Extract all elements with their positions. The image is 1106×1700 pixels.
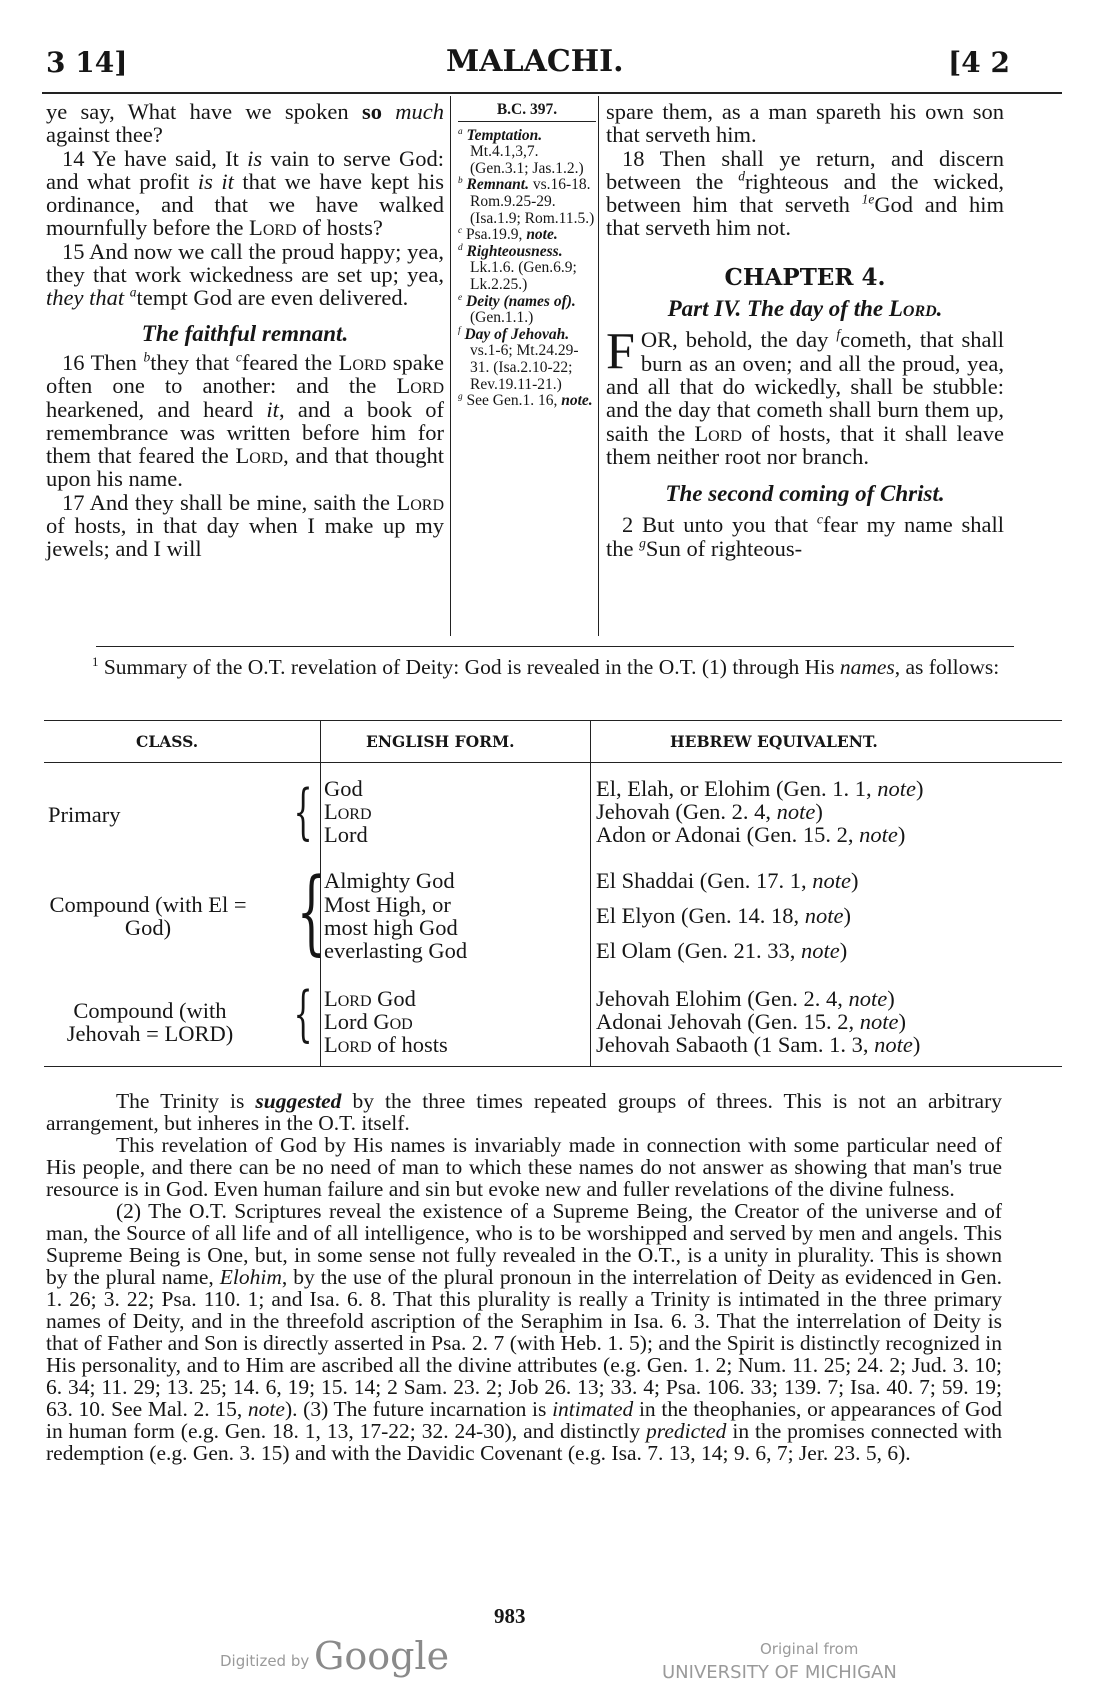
- middle-reference-column: [458, 102, 596, 410]
- subheading-second-coming: The second coming of Christ.: [665, 481, 945, 507]
- english-lord-caps: Lord: [324, 799, 372, 824]
- verse-14: 14 Ye have said, It is vain to serve God: and what profit is it that we have kept his ordinance, and that we have walked mournfully before the Lord of hosts?: [46, 145, 444, 241]
- hebrew-jehovah: Jehovah (Gen. 2. 4, note): [596, 799, 823, 824]
- column-rule-right: [598, 96, 599, 636]
- university-label: UNIVERSITY OF MICHIGAN: [662, 1662, 897, 1683]
- footnote-body: [46, 1090, 1002, 1464]
- footnote-intro: $^1$ Summary of the O.T. revelation of Deity: God is revealed in the O.T. (1) through His names, as follows:: [92, 654, 1000, 679]
- verse-18: 18 Then shall ye return, and discern between the $^d$righteous and the wicked, between him that serveth $^{1e}$God and him that serveth him not.: [606, 145, 1005, 241]
- verse-13-end: ye say, What have we spoken so much against thee?: [46, 99, 444, 148]
- hebrew-elohim: El, Elah, or Elohim (Gen. 1. 1, note): [596, 776, 924, 801]
- ref-d: $^d$ Righteousness. Lk.1.6. (Gen.6.9; Lk.2.25.): [458, 242, 577, 293]
- header-hebrew-equivalent: HEBREW EQUIVALENT.: [670, 732, 878, 751]
- google-logo: Google: [314, 1634, 450, 1678]
- class-primary: Primary: [48, 802, 121, 827]
- verse-16: 16 Then $^b$they that $^c$feared the Lord spake often one to another: and the Lord hearkened, and heard it, and a book of remembrance was written before him for them that feared the Lord, and that thought upon his name.: [46, 349, 445, 492]
- table-top-rule: [44, 720, 1062, 721]
- verse-17-end: spare them, as a man spareth his own son that serveth him.: [606, 99, 1004, 148]
- class-compound-el: Compound (with El = God): [49, 892, 247, 940]
- chapter-heading: CHAPTER 4.: [724, 263, 886, 291]
- footnote-separator: [96, 646, 1014, 647]
- running-header-book-title: MALACHI.: [446, 44, 624, 79]
- english-lord-god: Lord God: [324, 986, 416, 1011]
- original-from-label: Original from: [760, 1640, 859, 1658]
- ref-f: $^f$ Day of Jehovah. vs.1-6; Mt.24.29-31. (Isa.2.10-22; Rev.19.11-21.): [458, 325, 579, 393]
- running-header-right: [4 2: [948, 46, 1010, 79]
- ref-g: $^g$ See Gen.1. 16, note.: [458, 391, 593, 410]
- english-most-high-god: most high God: [324, 915, 458, 940]
- page-number: 983: [494, 1604, 526, 1628]
- verse-17: 17 And they shall be mine, saith the Lord of hosts, in that day when I make up my jewels; and I will: [46, 489, 444, 562]
- subheading-faithful-remnant: The faithful remnant.: [141, 320, 349, 346]
- english-god: God: [324, 776, 363, 801]
- chapter-4-verse-2: 2 But unto you that $^c$fear my name shall the $^g$Sun of righteous-: [606, 511, 1004, 561]
- part-heading: Part IV. The day of the Lord.: [667, 296, 943, 322]
- chapter-4-verse-1: FOR, behold, the day $^f$cometh, that shall burn as an oven; and all the proud, yea, and all that do wickedly, shall be stubble: and the day that cometh shall burn them up, saith the Lord of hosts, that it shall leave them neither root nor branch.: [606, 323, 1004, 469]
- hebrew-jehovah-sabaoth: Jehovah Sabaoth (1 Sam. 1. 3, note): [596, 1032, 921, 1057]
- brace: {: [296, 858, 326, 965]
- ref-c: $^c$ Psa.19.9, note.: [458, 226, 558, 244]
- footnote-trinity-paragraph: The Trinity is suggested by the three times repeated groups of threes. This is not an arbitrary arrangement, but inheres in the O.T. itself.: [46, 1089, 1002, 1135]
- running-header-chapter-verse: 3 14]: [46, 46, 128, 79]
- english-lord: Lord: [324, 822, 368, 847]
- drop-cap: F: [606, 323, 635, 381]
- hebrew-adonai-jehovah: Adonai Jehovah (Gen. 15. 2, note): [596, 1009, 906, 1034]
- table-bottom-rule: [44, 1066, 1062, 1067]
- brace: {: [293, 979, 313, 1049]
- column-rule-left: [450, 96, 451, 636]
- english-lord-god-caps: Lord God: [324, 1009, 413, 1034]
- right-column: [606, 100, 1004, 560]
- footnote-scriptures-paragraph: (2) The O.T. Scriptures reveal the existence of a Supreme Being, the Creator of the universe and of man, the Source of all life and of all intelligence, who is to be worshipped and served by men and angels. This Supreme Being is One, but, in some sense not fully revealed in the O.T., is a unity in plurality. This is shown by the plural name, Elohim, by the use of the plural pronoun in the interrelation of Deity as evidenced in Gen. 1. 26; 3. 22; Psa. 110. 1; and Isa. 6. 8. That this plurality is really a Trinity is intimated in the three primary names of Deity, and in the threefold ascription of the Seraphim in Isa. 6. 3. That the interrelation of Deity is that of Father and Son is directly asserted in Psa. 2. 7 (with Heb. 1. 5); and the Spirit is distinctly recognized in His personality, and to Him are ascribed all the divine attributes (e.g. Gen. 1. 2; Num. 11. 25; 24. 2; Jud. 3. 10; 6. 34; 11. 29; 13. 25; 14. 6, 19; 15. 14; 2 Sam. 23. 2; Job 26. 13; 33. 4; Psa. 106. 33; 139. 7; Isa. 40. 7; 59. 19; 63. 10. See Mal. 2. 15, note). (3) The future incarnation is intimated in the theophanies, or appearances of God in human form (e.g. Gen. 18. 1, 13, 17-22; 32. 24-30), and distinctly predicted in the promises connected with redemption (e.g. Gen. 3. 15) and with the Davidic Covenant (e.g. Isa. 7. 13, 14; 9. 6, 7; Jer. 23. 5, 6).: [46, 1199, 1002, 1465]
- ref-e: $^e$ Deity (names of). (Gen.1.1.): [458, 292, 576, 327]
- english-lord-of-hosts: Lord of hosts: [324, 1032, 448, 1057]
- date-marker: B.C. 397.: [458, 102, 596, 122]
- digitized-by-label: Digitized by: [220, 1652, 310, 1670]
- hebrew-jehovah-elohim: Jehovah Elohim (Gen. 2. 4, note): [596, 986, 895, 1011]
- left-column: [46, 100, 444, 561]
- verse-15: 15 And now we call the proud happy; yea, they that work wickedness are set up; yea, they that $^a$tempt God are even delivered.: [46, 238, 444, 311]
- header-rule: [42, 92, 1062, 94]
- footnote-names-paragraph: This revelation of God by His names is invariably made in connection with some particular need of His people, and there can be no need of man to which these names do not answer as showing that man's true resource is in God. Even human failure and sin but evoke new and fuller revelations of the divine fulness.: [46, 1133, 1002, 1201]
- english-most-high: Most High, or: [324, 892, 451, 917]
- hebrew-el-elyon: El Elyon (Gen. 14. 18, note): [596, 903, 851, 928]
- table-divider-2: [590, 720, 591, 1066]
- ref-a: $^a$ Temptation. Mt.4.1,3,7. (Gen.3.1; Jas.1.2.): [458, 126, 584, 177]
- brace: {: [293, 777, 313, 847]
- ref-b: $^b$ Remnant. vs.16-18. Rom.9.25-29. (Isa.1.9; Rom.11.5.): [458, 176, 595, 227]
- header-class: CLASS.: [136, 732, 199, 751]
- english-almighty-god: Almighty God: [324, 868, 455, 893]
- english-everlasting-god: everlasting God: [324, 938, 468, 963]
- class-compound-jehovah: Compound (with Jehovah = LORD): [66, 998, 234, 1046]
- table-header-rule: [44, 762, 1062, 763]
- header-english-form: ENGLISH FORM.: [366, 732, 515, 751]
- hebrew-adonai: Adon or Adonai (Gen. 15. 2, note): [596, 822, 906, 847]
- hebrew-el-olam: El Olam (Gen. 21. 33, note): [596, 938, 848, 963]
- hebrew-el-shaddai: El Shaddai (Gen. 17. 1, note): [596, 868, 859, 893]
